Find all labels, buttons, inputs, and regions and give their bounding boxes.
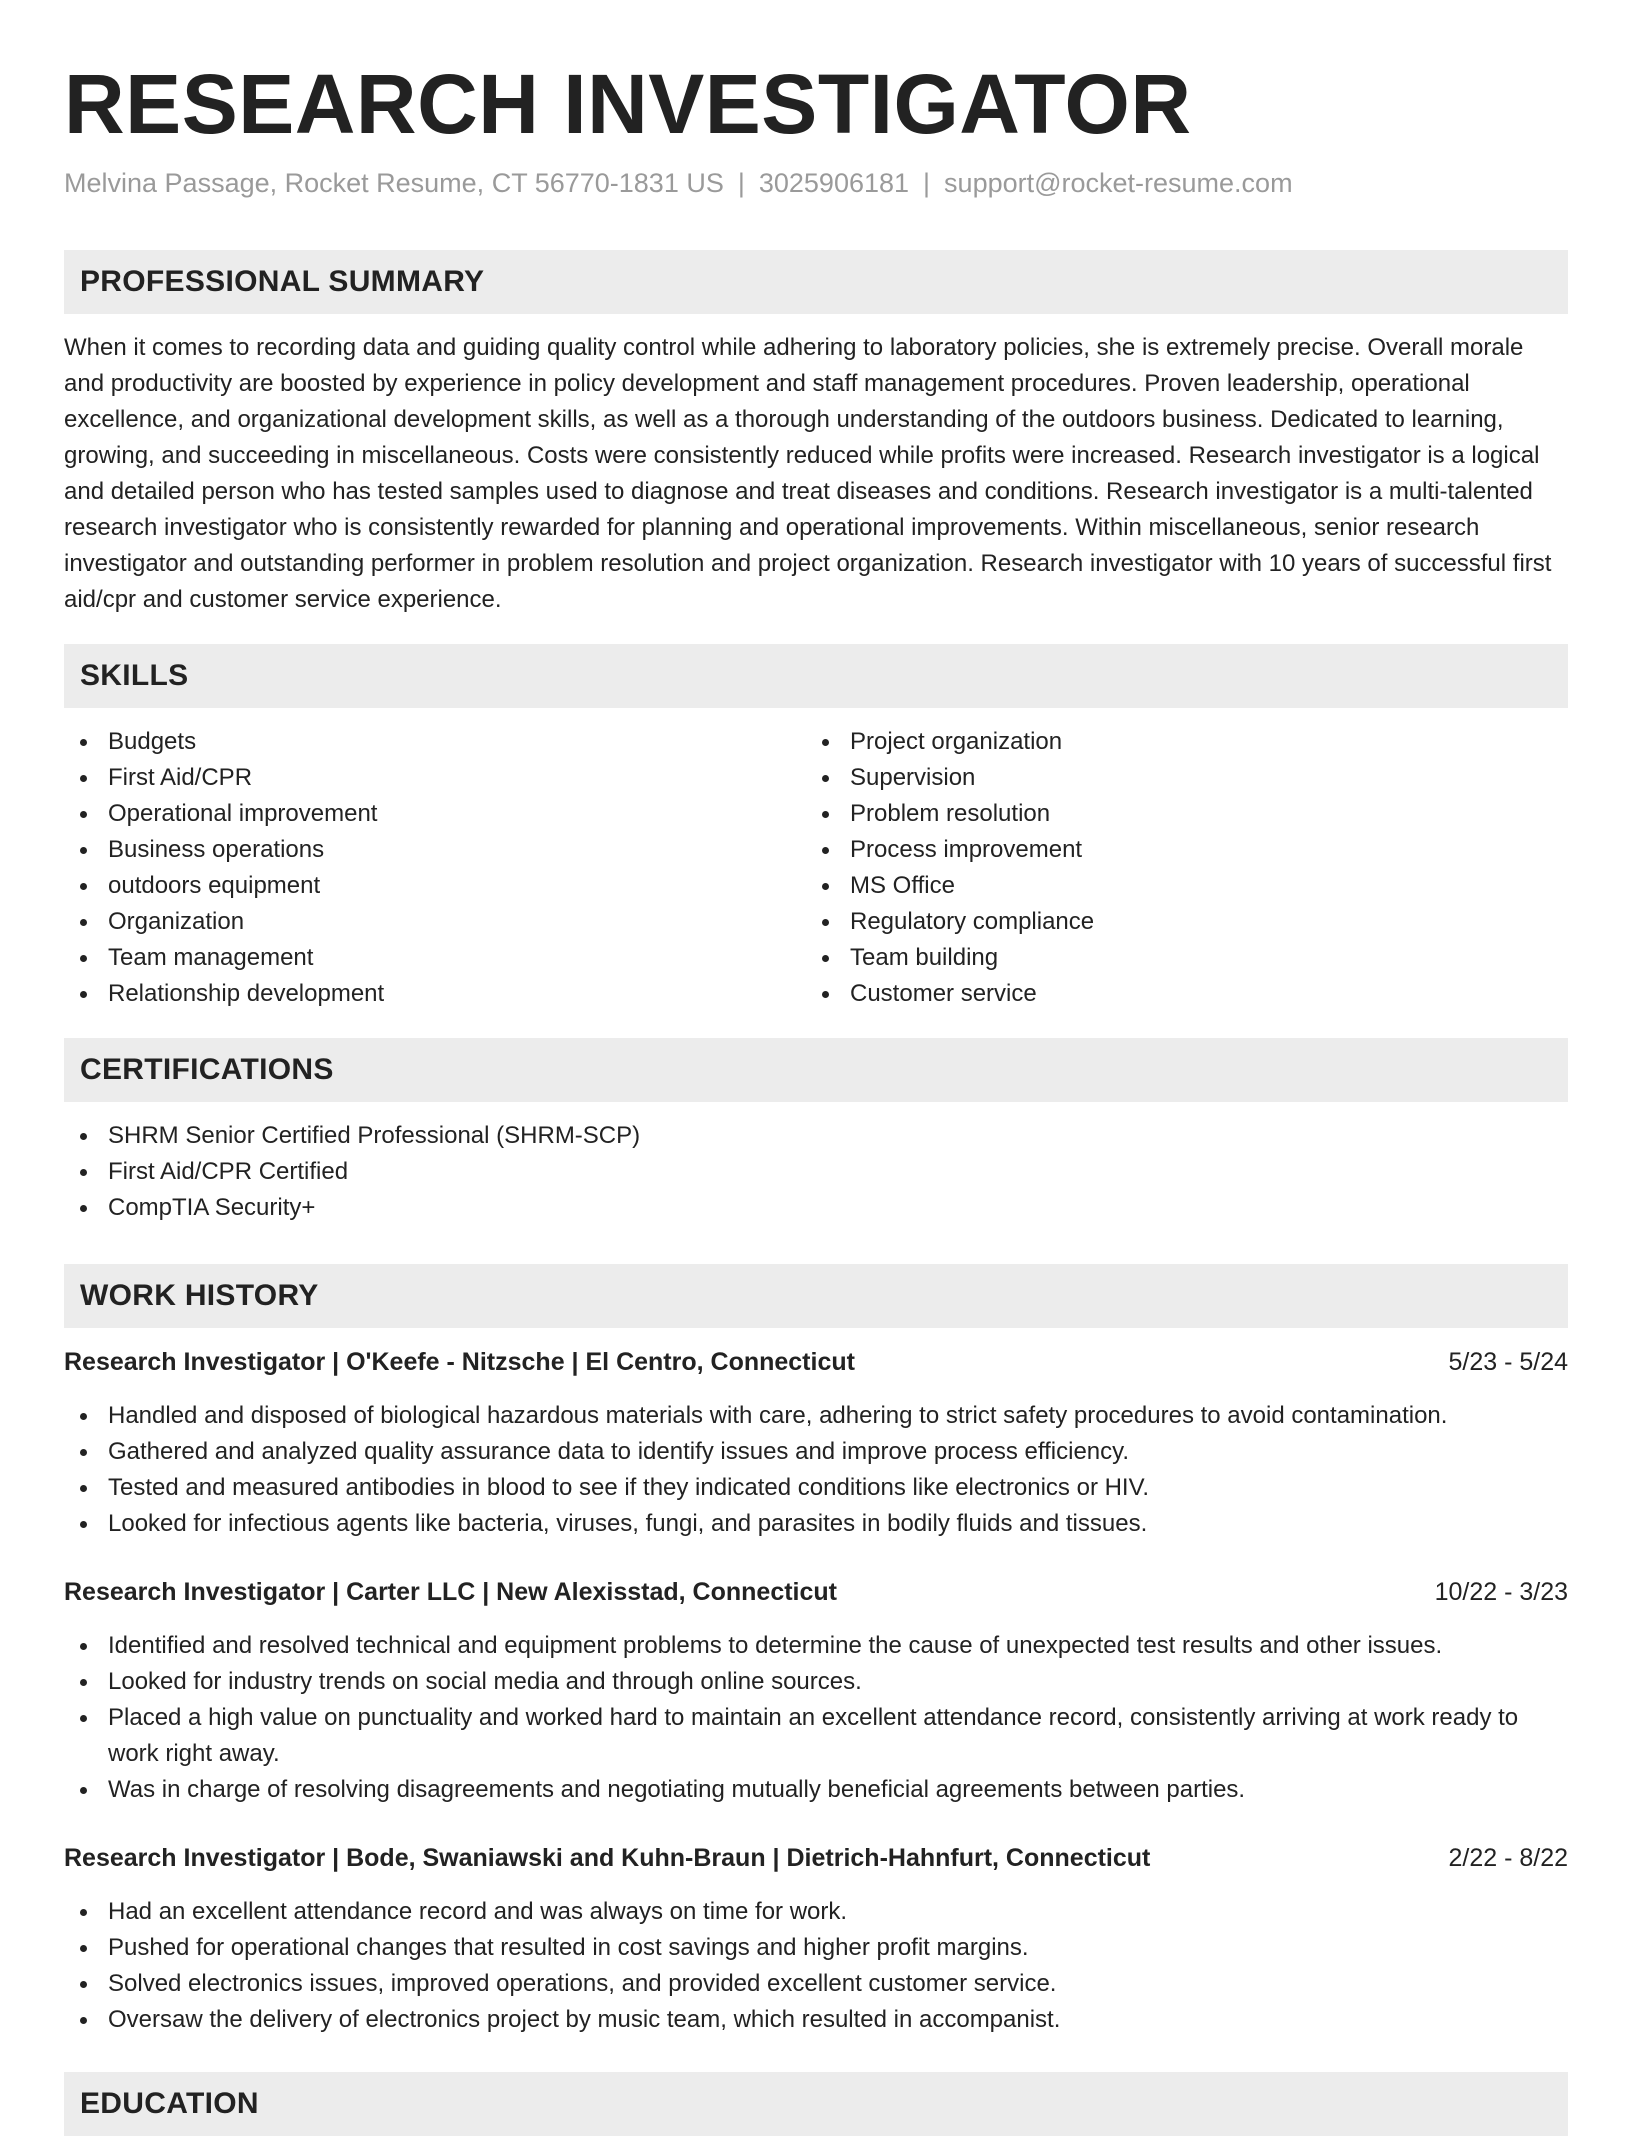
- skill-item: MS Office: [806, 868, 1548, 904]
- job-dates: 10/22 - 3/23: [1434, 1578, 1568, 1606]
- job-heading: [64, 1344, 1568, 1380]
- job-bullet: Pushed for operational changes that resulted in cost savings and higher profit margins.: [64, 1930, 1568, 1966]
- skill-item: Supervision: [806, 760, 1548, 796]
- job-bullet: Looked for infectious agents like bacteria, viruses, fungi, and parasites in bodily fluids and tissues.: [64, 1506, 1568, 1542]
- skill-item: Customer service: [806, 976, 1548, 1012]
- job-bullet: Identified and resolved technical and equipment problems to determine the cause of unexpected test results and other issues.: [64, 1628, 1568, 1664]
- job-entry: [64, 1574, 1568, 1808]
- contact-email[interactable]: support@rocket-resume.com: [944, 168, 1293, 198]
- contact-address: Melvina Passage, Rocket Resume, CT 56770-1831 US: [64, 168, 724, 198]
- certification-item: CompTIA Security+: [64, 1190, 1568, 1226]
- skills-column-right: [806, 724, 1548, 1012]
- section-header-work-history: WORK HISTORY: [64, 1264, 1568, 1328]
- professional-summary-text: When it comes to recording data and guiding quality control while adhering to laboratory policies, she is extremely precise. Overall morale and productivity are boosted by experience in policy development and staff management procedures. Proven leadership, operational excellence, and organizational development skills, as well as a thorough understanding of the outdoors business. Dedicated to learning, growing, and succeeding in miscellaneous. Costs were consistently reduced while profits were increased. Research investigator is a logical and detailed person who has tested samples used to diagnose and treat diseases and conditions. Research investigator is a multi-talented research investigator who is consistently rewarded for planning and operational improvements. Within miscellaneous, senior research investigator and outstanding performer in problem resolution and project organization. Research investigator with 10 years of successful first aid/cpr and customer service experience.: [64, 334, 1552, 613]
- job-bullet: Placed a high value on punctuality and worked hard to maintain an excellent attendance record, consistently arriving at work ready to work right away.: [64, 1700, 1568, 1772]
- job-dates: 5/23 - 5/24: [1448, 1348, 1568, 1376]
- skill-item: Operational improvement: [64, 796, 806, 832]
- job-bullet-list: [64, 1628, 1568, 1808]
- job-dates: 2/22 - 8/22: [1448, 1844, 1568, 1872]
- job-bullet: Solved electronics issues, improved operations, and provided excellent customer service.: [64, 1966, 1568, 2002]
- skill-item: Team management: [64, 940, 806, 976]
- job-bullet: Gathered and analyzed quality assurance data to identify issues and improve process efficiency.: [64, 1434, 1568, 1470]
- job-bullet-list: [64, 1398, 1568, 1542]
- job-entry: [64, 1840, 1568, 2038]
- section-header-skills: SKILLS: [64, 644, 1568, 708]
- skill-item: Team building: [806, 940, 1548, 976]
- job-bullet: Had an excellent attendance record and was always on time for work.: [64, 1894, 1568, 1930]
- resume-page: [64, 0, 1568, 2136]
- section-header-professional-summary: PROFESSIONAL SUMMARY: [64, 250, 1568, 314]
- job-bullet: Looked for industry trends on social media and through online sources.: [64, 1664, 1568, 1700]
- skills-column-left: [64, 724, 806, 1012]
- section-header-certifications: CERTIFICATIONS: [64, 1038, 1568, 1102]
- certifications-list: [64, 1118, 1568, 1226]
- job-bullet: Handled and disposed of biological hazardous materials with care, adhering to strict safety procedures to avoid contamination.: [64, 1398, 1568, 1434]
- skill-item: Regulatory compliance: [806, 904, 1548, 940]
- skill-item: Relationship development: [64, 976, 806, 1012]
- job-bullet-list: [64, 1894, 1568, 2038]
- certification-item: SHRM Senior Certified Professional (SHRM-SCP): [64, 1118, 1568, 1154]
- section-header-education: EDUCATION: [64, 2072, 1568, 2136]
- job-bullet: Was in charge of resolving disagreements and negotiating mutually beneficial agreements between parties.: [64, 1772, 1568, 1808]
- contact-separator: |: [737, 168, 745, 198]
- skill-item: Budgets: [64, 724, 806, 760]
- resume-title: RESEARCH INVESTIGATOR: [64, 57, 1192, 151]
- skill-item: First Aid/CPR: [64, 760, 806, 796]
- job-heading: [64, 1574, 1568, 1610]
- skill-item: Problem resolution: [806, 796, 1548, 832]
- skill-item: Business operations: [64, 832, 806, 868]
- contact-line: [64, 166, 1568, 200]
- contact-phone: 3025906181: [758, 168, 910, 198]
- skill-item: Process improvement: [806, 832, 1548, 868]
- job-entry: [64, 1344, 1568, 1542]
- job-title: Research Investigator | Bode, Swaniawski and Kuhn-Braun | Dietrich-Hahnfurt, Connecticut: [64, 1844, 1151, 1872]
- job-title: Research Investigator | Carter LLC | New Alexisstad, Connecticut: [64, 1578, 837, 1606]
- skill-item: Organization: [64, 904, 806, 940]
- certification-item: First Aid/CPR Certified: [64, 1154, 1568, 1190]
- skill-item: outdoors equipment: [64, 868, 806, 904]
- job-bullet: Oversaw the delivery of electronics project by music team, which resulted in accompanist.: [64, 2002, 1568, 2038]
- job-bullet: Tested and measured antibodies in blood to see if they indicated conditions like electronics or HIV.: [64, 1470, 1568, 1506]
- contact-separator: |: [923, 168, 931, 198]
- skill-item: Project organization: [806, 724, 1548, 760]
- skills-list: [64, 724, 1568, 1012]
- job-title: Research Investigator | O'Keefe - Nitzsche | El Centro, Connecticut: [64, 1348, 855, 1376]
- job-heading: [64, 1840, 1568, 1876]
